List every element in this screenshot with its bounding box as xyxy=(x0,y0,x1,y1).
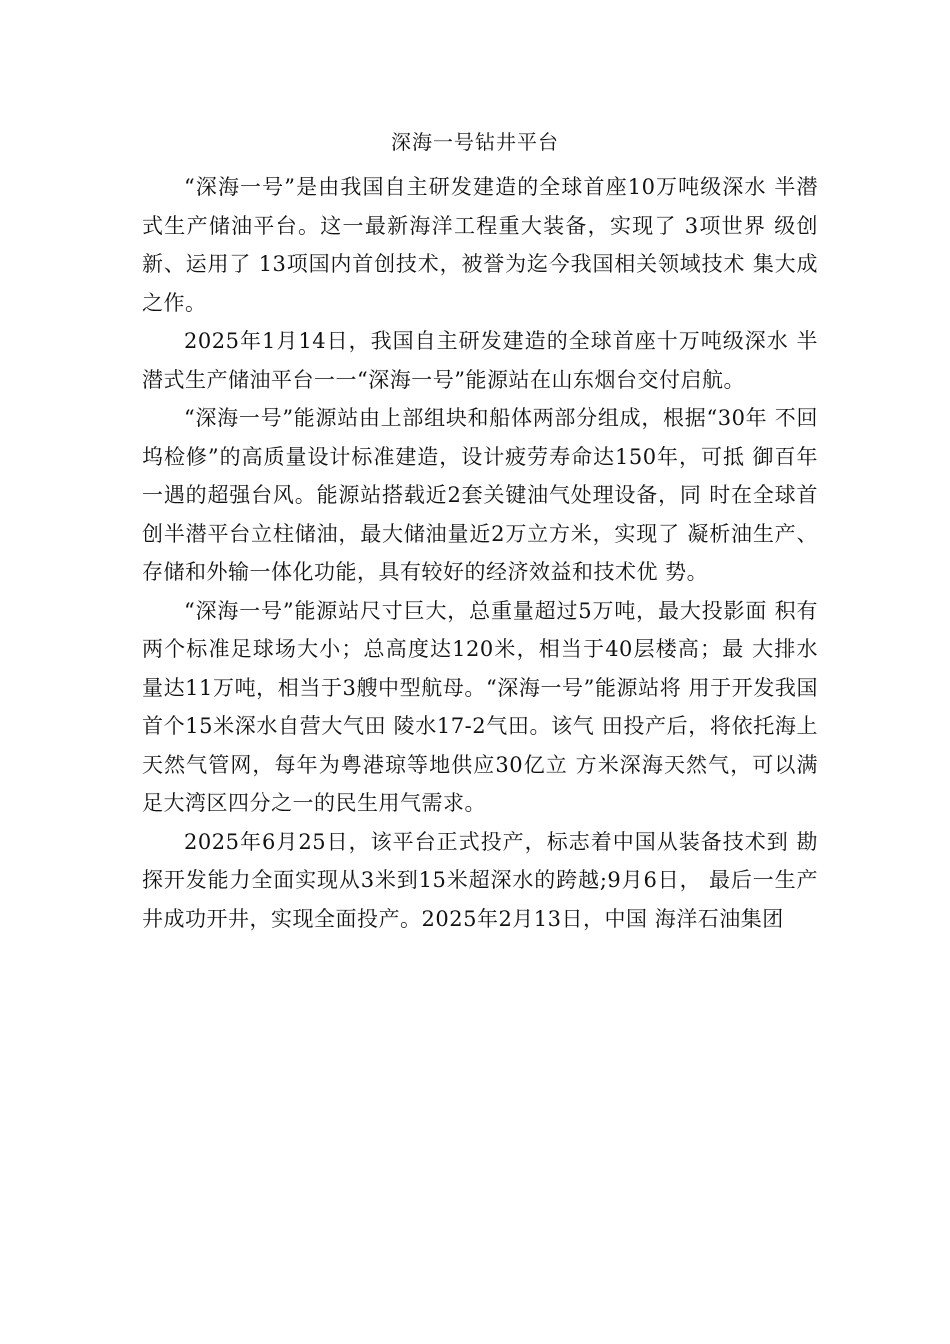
paragraph-structure: “深海一号”能源站由上部组块和船体两部分组成，根据“30年 不回坞检修”的高质量设计标准建造，设计疲劳寿命达150年，可抵 御百年一遇的超强台风。能源站搭载近2套关键油气处理设备，同 时在全球首创半潜平台立柱储油，最大储油量近2万立方米，实现了 凝析油生产、存储和外输一体化功能，具有较好的经济效益和技术优 势。 xyxy=(142,406,818,584)
document-title: 深海一号钻井平台 xyxy=(391,130,559,154)
paragraph-intro: “深海一号”是由我国自主研发建造的全球首座10万吨级深水 半潜式生产储油平台。这一最新海洋工程重大装备，实现了 3项世界 级创新、运用了 13项国内首创技术，被誉为迄今我国相关领域技术 集大成之作。 xyxy=(142,175,818,315)
paragraph-size: “深海一号”能源站尺寸巨大，总重量超过5万吨，最大投影面 积有两个标准足球场大小；总高度达120米，相当于40层楼高；最 大排水量达11万吨，相当于3艘中型航母。“深海一号”能源站将 用于开发我国首个15米深水自营大气田 陵水17-2气田。该气 田投产后，将依托海上天然气管网，每年为粤港琼等地供应30亿立 方米深海天然气，可以满足大湾区四分之一的民生用气需求。 xyxy=(142,598,818,815)
paragraph-production: 2025年6月25日，该平台正式投产，标志着中国从装备技术到 勘探开发能力全面实现从3米到15米超深水的跨越;9月6日， 最后一生产井成功开井，实现全面投产。2025年2月13日，中国 海洋石油集团 xyxy=(142,829,818,931)
document-body xyxy=(142,168,818,938)
paragraph-delivery: 2025年1月14日，我国自主研发建造的全球首座十万吨级深水 半潜式生产储油平台一一“深海一号”能源站在山东烟台交付启航。 xyxy=(142,329,818,392)
